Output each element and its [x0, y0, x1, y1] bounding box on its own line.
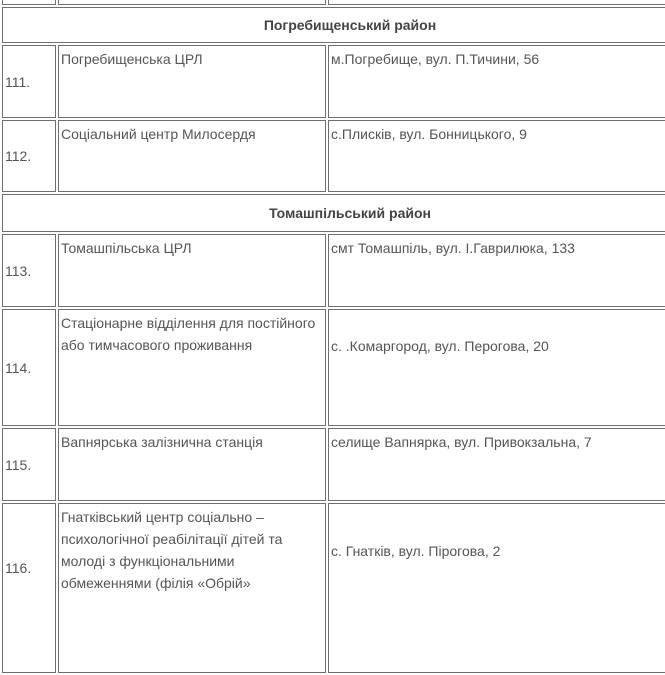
row-number: 114. — [2, 309, 56, 426]
cell — [58, 0, 326, 5]
table-row — [2, 234, 665, 307]
facility-address: смт Томашпіль, вул. І.Гаврилюка, 133 — [328, 234, 665, 307]
district-header: Погребищенський район — [2, 7, 665, 43]
row-number: 115. — [2, 428, 56, 501]
facility-name: Гнатківський центр соціально – психологічної реабілітації дітей та молоді з функціональними обмеженнями (філія «Обрій» — [58, 503, 326, 673]
facility-name: Соціальний центр Милосердя — [58, 120, 326, 192]
table-row — [2, 503, 665, 673]
row-number: 116. — [2, 503, 56, 673]
facility-address: м.Погребище, вул. П.Тичини, 56 — [328, 45, 665, 118]
facility-name: Томашпільська ЦРЛ — [58, 234, 326, 307]
facility-address: с. Гнатків, вул. Пірогова, 2 — [328, 503, 665, 673]
table-row — [2, 45, 665, 118]
table-row — [2, 428, 665, 501]
table-row-previous — [2, 0, 665, 5]
cell — [328, 0, 665, 5]
facility-name: Вапнярська залізнична станція — [58, 428, 326, 501]
row-number: 113. — [2, 234, 56, 307]
facility-name: Стаціонарне відділення для постійного або тимчасового проживання — [58, 309, 326, 426]
facility-address: с.Плисків, вул. Бонницького, 9 — [328, 120, 665, 192]
district-header: Томашпільський район — [2, 194, 665, 232]
facility-name: Погребищенська ЦРЛ — [58, 45, 326, 118]
table-row — [2, 120, 665, 192]
table-row — [2, 309, 665, 426]
district-header-row — [2, 7, 665, 43]
row-number: 112. — [2, 120, 56, 192]
district-header-row — [2, 194, 665, 232]
facility-address: селище Вапнярка, вул. Привокзальна, 7 — [328, 428, 665, 501]
row-number: 111. — [2, 45, 56, 118]
cell — [2, 0, 56, 5]
facility-address: с. .Комаргород, вул. Перогова, 20 — [328, 309, 665, 426]
